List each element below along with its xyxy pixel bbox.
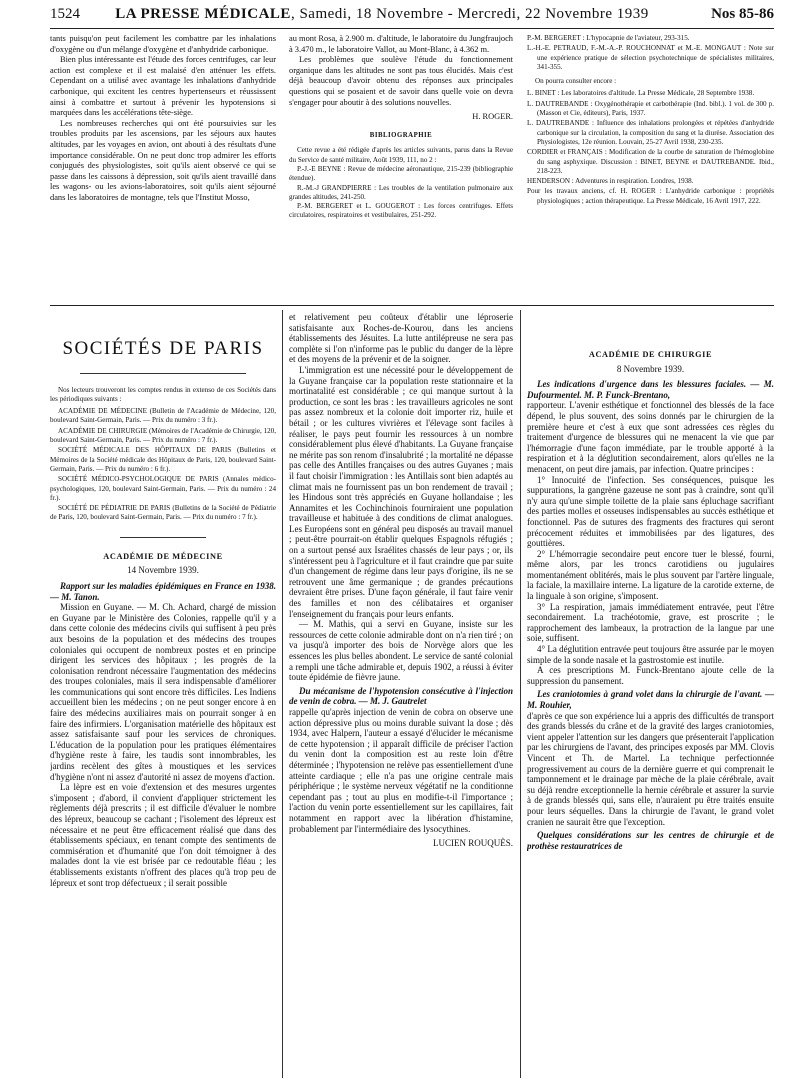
communication-title: Les craniotomies à grand volet dans la chirurgie de l'avant. — M. Rouhier, <box>527 689 774 710</box>
short-rule <box>120 537 206 538</box>
top-column-3 <box>527 34 774 304</box>
session-date: 14 Novembre 1939. <box>127 565 199 576</box>
bibliography-heading: BIBLIOGRAPHIE <box>369 131 433 139</box>
column-rule <box>282 310 283 1078</box>
issue-date: Samedi, 18 Novembre - Mercredi, 22 Novembre 1939 <box>299 6 649 22</box>
principle-item: 2° L'hémorragie secondaire peut encore tuer le blessé, fourni, même alors, par les troncs carotidiens ou jugulaires momentanément oblitérés, mais le plus souvent par l'artère linguale, la faciale, la maxillaire interne. La ligature de la carotide externe, de la linguale à son origine, s'imposent. <box>527 548 774 602</box>
top-column-1 <box>50 34 276 304</box>
page-number: 1524 <box>50 6 80 22</box>
paragraph: Les problèmes que soulève l'étude du fonctionnement organique dans les altitudes ne sont pas tous élucidés. Mais c'est déjà beaucoup d'avoir obtenu des réponses aux principales questions qui se posaient et de savoir dans quelle voie on devra s'engager pour aboutir à des solutions nouvelles. <box>289 55 513 107</box>
column-rule <box>520 310 521 1078</box>
paragraph: au mont Rosa, à 2.900 m. d'altitude, le laboratoire du Jungfraujoch à 3.470 m., le laboratoire Vallot, au Mont-Blanc, à 4.362 m. <box>289 34 513 54</box>
journal-title-line: LA PRESSE MÉDICALE, Samedi, 18 Novembre - Mercredi, 22 Novembre 1939 <box>115 6 649 22</box>
session-date: 8 Novembre 1939. <box>616 363 685 374</box>
top-column-2 <box>289 34 513 304</box>
paragraph: A ces prescriptions M. Funck-Brentano ajoute celle de la suppression du pansement. <box>527 665 774 686</box>
paragraph: tants puisqu'on peut facilement les combattre par les inhalations d'oxygène ou d'un mélange d'oxygène et d'anhydride carbonique. <box>50 34 276 54</box>
communication-title: Rapport sur les maladies épidémiques en France en 1938. — M. Tanon. <box>50 580 276 602</box>
section-divider <box>50 305 774 306</box>
principle-item: 4° La déglutition entravée peut toujours être assurée par le moyen simple de la sonde nasale et la gastrostomie est inutile. <box>527 644 774 665</box>
societes-title: SOCIÉTÉS DE PARIS <box>62 338 264 359</box>
bibliography-entry: Cette revue a été rédigée d'après les articles suivants, parus dans la Revue du Service de santé militaire, Août 1939, 111, no 2 : <box>289 146 513 164</box>
section-heading-academie-chirurgie: ACADÉMIE DE CHIRURGIE <box>588 350 713 359</box>
reference-entry: CORDIER et FRANÇAIS : Modification de la courbe de saturation de l'hémoglobine du sang asphyxique. Discussion : BINET, BEYNE et DAUTREBANDE. Ibid., 218-223. <box>527 148 774 175</box>
bibliography-list <box>289 146 513 220</box>
section-heading-academie-medecine: ACADÉMIE DE MÉDECINE <box>103 551 223 561</box>
paragraph: Bien plus intéressante est l'étude des forces centrifuges, car leur action est complexe et il est malaisé d'en atténuer les effets. Cependant on a utilisé avec avantage les inhalations d'anhydride carbonique, qui excitent les centres hypertenseurs et réussissent ainsi à combattre et surtout à prévenir les hypotensions si marquées dans les accélérations tête-siège. <box>50 55 276 118</box>
page-header <box>50 6 774 29</box>
bottom-column-1 <box>50 312 276 1078</box>
communication-title: Quelques considérations sur les centres de chirurgie et de prothèse restauratrices de <box>527 830 774 851</box>
title-rule <box>80 373 246 374</box>
consult-note: On pourra consulter encore : <box>535 77 617 86</box>
reference-entry: L. DAUTREBANDE : Oxygénothérapie et carbothérapie (Ind. bibl.). 1 vol. de 300 p. (Masson et Cie, éditeurs), Paris, 1937. <box>527 99 774 118</box>
reference-entry: Pour les travaux anciens, cf. H. ROGER : L'anhydride carbonique : propriétés physiologiques ; action thérapeutique. La Presse Médicale, 16 Avril 1917, 222. <box>527 187 774 205</box>
journal-name: LA PRESSE MÉDICALE <box>115 6 291 22</box>
paragraph: — M. Mathis, qui a servi en Guyane, insiste sur les ressources de cette colonie admirable dont on n'a rien tiré ; on va jusqu'à importer des bois de Norvège alors que les essences les plus belles abondent. Le service de santé colonial a rempli une tâche admirable et, depuis 1902, a réussi à éviter toute épidémie de fièvre jaune. <box>289 619 513 683</box>
paragraph: rapporteur. L'avenir esthétique et fonctionnel des blessés de la face dépend, le plus souvent, des soins donnés par le chirurgien de la première heure et c'est à eux que sont adressées ces règles du traitement d'urgence de blessures qui ne menacent la vie que par l'hémorragie d'une façon immédiate, par le trouble apporté à la respiration et à la déglutition secondairement, alors qu'elles ne la menacent, on peut dire jamais, par infection. Quatre principes : <box>527 400 774 474</box>
reference-entry: HENDERSON : Adventures in respiration. Londres, 1938. <box>527 177 694 186</box>
author-signature: LUCIEN ROUQUÈS. <box>433 838 513 849</box>
societe-entry: SOCIÉTÉ DE PÉDIATRIE DE PARIS (Bulletins de la Société de Pédiatrie de Paris, 120, boulevard Saint-Germain, Paris. — Prix du numéro : 7 fr.). <box>50 504 276 522</box>
communication-title: Du mécanisme de l'hypotension consécutive à l'injection de venin de cobra. — M. J. Gautrelet <box>289 685 513 707</box>
societe-entry: SOCIÉTÉ MÉDICO-PSYCHOLOGIQUE DE PARIS (Annales médico-psychologiques, 120, boulevard Saint-Germain, Paris. — Prix du numéro : 24 fr.). <box>50 475 276 502</box>
bibliography-entry: R.-M.-J GRANDPIERRE : Les troubles de la ventilation pulmonaire aux grandes altitudes, 241-250. <box>289 183 513 201</box>
paragraph: d'après ce que son expérience lui a appris des difficultés de transport des grands blessés du crâne et de la gravité des larges craniotomies, vient appeler l'attention sur les dangers que présenterait l'application par les chirurgiens de l'avant, des principes exposés par MM. Clovis Vincent et Th. de Martel. La technique perfectionnée progressivement au cours de la dernière guerre et qui comprenait le tamponnement et le drainage par mèche de la plaie cérébrale, avait su déjà rendre exceptionnelle la hernie cérébrale et assurer la survie à de grands blessés qui, sans elle, n'auraient pu être traités ensuite pour leurs séquelles. Dans la chirurgie de l'avant, le grand volet cranien ne saurait être que l'exception. <box>527 710 774 827</box>
reference-entry: L.-H.-E. PETRAUD, F.-M.-A.-P. ROUCHONNAT et M.-E. MONGAUT : Note sur une expérience pratique de sélection psychotechnique de spécialistes militaires, 341-355. <box>527 44 774 71</box>
bottom-column-2 <box>289 312 513 1078</box>
communication-title: Les indications d'urgence dans les blessures faciales. — M. Dufourmentel. M. P. Funck-Brentano, <box>527 379 774 400</box>
reference-entry: L. BINET : Les laboratoires d'altitude. La Presse Médicale, 28 Septembre 1938. <box>527 89 755 98</box>
societes-intro: Nos lecteurs trouveront les comptes rendus in extenso de ces Sociétés dans les périodiques suivants : <box>50 385 276 403</box>
bibliography-entry: P.-M. BERGERET et L. GOUGEROT : Les forces centrifuges. Effets circulatoires, respiratoires et vestibulaires, 251-292. <box>289 202 513 220</box>
paragraph: L'immigration est une nécessité pour le développement de la Guyane française car la population reste stationnaire et la mortinatalité est considérable ; ce qui manque surtout à la production, ce sont les bras : les travailleurs agricoles ne sont pas assez nombreux et la colonie doit importer riz, huile et bétail ; or les cultures vivrières et l'élevage sont faciles à réaliser, le pays peut fournir les ressources à un nombre considérablement plus élevé d'habitants. La Guyane française ne mérite pas son renom d'insalubrité ; la mortalité ne dépasse pas celle des Antilles françaises ou des autres Guyanes ; mais il faut choisir l'immigration : les Antillais sont bien adaptés au climat mais ne fournissent pas un bon rendement de travail ; les Hindous sont très appréciés en Guyane hollandaise ; les Annamites et les Cochinchinois fourniraient une population travailleuse et habituée à des conditions de climat analogues. Les Européens sont en général peu disposés au travail manuel ; peut-être pourrait-on établir quelques Espagnols réfugiés ; on a surtout pensé aux Israélites chassés de leur pays ; or, ils s'intéressent peu à l'agriculture et il faut craindre que par suite d'un changement de régime dans leur pays d'origine, ils ne se retrouvent une âme germanique ; de grandes précautions devraient être prises. D'une façon générale, il faut faire venir des familles et non des célibataires et organiser l'enseignement du français pour leurs enfants. <box>289 364 513 619</box>
societe-entry: SOCIÉTÉ MÉDICALE DES HÔPITAUX DE PARIS (Bulletins et Mémoires de la Société médicale des Hôpitaux de Paris, 120, boulevard Saint-Germain, Paris. — Prix du numéro : 6 fr.). <box>50 446 276 473</box>
bibliography-entry: P.-J.-E BEYNE : Revue de médecine aéronautique, 215-239 (bibliographie étendue). <box>289 164 513 183</box>
paragraph: La lèpre est en voie d'extension et des mesures urgentes s'imposent ; d'abord, il convient d'appliquer strictement les règlements déjà prescrits ; il est difficile d'évaluer le nombre des lépreux, beaucoup se cachant ; l'isolement des lépreux est nécessaire et ne peut être efficacement réalisé que dans des établissements spéciaux, en tenant compte des sentiments de commisération et d'humanité que l'on doit témoigner à des malades dont la vie est brisée par ce redoutable fléau ; les établissements existants n'offrent des places qu'à trop peu de lépreux et sont trop défectueux ; il serait possible <box>50 782 276 888</box>
reference-entry: P.-M. BERGERET : L'hypocapnie de l'aviateur, 293-315. <box>527 34 690 42</box>
author-signature: H. ROGER. <box>472 112 513 122</box>
societe-entry: ACADÉMIE DE CHIRURGIE (Mémoires de l'Académie de Chirurgie, 120, boulevard Saint-Germain, Paris. — Prix du numéro : 7 fr.). <box>50 426 276 445</box>
paragraph: Mission en Guyane. — M. Ch. Achard, chargé de mission en Guyane par le Ministère des Colonies, rappelle qu'il y a dans cette colonie des médecins civils qui suffisent à peu près aux besoins de la population et des médecins des troupes coloniales qui occupent de nombreux postes et en principe dirigent les services des hôpitaux ; les progrès de la colonisation rendront nécessaire l'augmentation des médecins des troupes coloniales, mais il sera indispensable d'améliorer les communications qui sont encore très difficiles. Les Indiens accueillent bien les médecins ; on ne peut songer encore à en faire des médecins auxiliaires mais on pourrait songer à en faire des infirmiers. L'organisation matérielle des hôpitaux est assez satisfaisante sauf pour les services de chroniques. L'éducation de la population pour les pratiques élémentaires d'hygiène reste à faire, les taudis sont innombrables, les jardins recèlent des gîtes à moustiques et les services d'hygiène n'ont ni assez d'autorité ni assez de moyens d'action. <box>50 602 276 782</box>
reference-entry: L. DAUTREBANDE : Influence des inhalations prolongées et répétées d'anhydride carbonique sur la circulation, la composition du sang et la diurèse. Association des Physiologistes, 12e réunion. Louvain, 25-27 Avril 1938, 230-235. <box>527 119 774 146</box>
societe-entry: ACADÉMIE DE MÉDECINE (Bulletin de l'Académie de Médecine, 120, boulevard Saint-Germain, Paris. — Prix du numéro : 3 fr.). <box>50 407 276 425</box>
principle-item: 1° Innocuité de l'infection. Ses conséquences, puisque les suppurations, la gangrène gazeuse ne sont pas à craindre, sont qu'il n'y aura qu'une simple toilette de la plaie sans épluchage sacrifiant des parties molles et osseuses indispensables au succès esthétique et fonctionnel. Pas de sutures des fragments des fractures qui seront précocement réduites et immobilisées par des ligatures, des gouttières. <box>527 474 774 549</box>
paragraph: et relativement peu coûteux d'établir une léproserie satisfaisante aux Roches-de-Kourou, dans les anciens établissements des Jésuites. La lutte antilépreuse ne sera pas complète si l'on n'informe pas le public du danger de la lèpre et des moyens de la prévenir et de la soigner. <box>289 312 513 365</box>
issue-number: Nos 85-86 <box>711 6 774 22</box>
principle-item: 3° La respiration, jamais immédiatement entravée, peut l'être secondairement. La trachéotomie, grave, est proscrite ; le rapprochement des lambeaux, la protraction de la langue par une soie, suffisent. <box>527 601 774 644</box>
bottom-column-3 <box>527 312 774 1078</box>
paragraph: Les nombreuses recherches qui ont été poursuivies sur les troubles produits par les ascensions, par les séjours aux hautes altitudes, par les voyages en avion, ont abouti à des résultats d'une importance considérable. On ne peut donc trop admirer les efforts conjugués des physiologistes, soit qu'ils aient observé ce qui se passe dans les caissons à dépression, soit qu'ils aient travaillé dans les wagons- ou les avions-laboratoires, soit qu'ils aient séjourné dans les laboratoires de montagne, tels que l'Institut Mosso, <box>50 118 276 202</box>
paragraph: rappelle qu'après injection de venin de cobra on observe une action dépressive plus ou moins durable suivant la dose ; dès 1934, avec Halpern, l'auteur a essayé d'élucider le mécanisme de cette hypotension ; il apparaît difficile de préciser l'action du venin dont la composition est au reste loin d'être déterminée ; l'hypotension ne relève pas essentiellement d'une atteinte cardiaque ; elle n'a pas une origine centrale mais périphérique ; le système nerveux végétatif ne la conditionne cependant pas ; tout au plus en modifie-t-il l'importance ; l'action du venin porte essentiellement sur les capillaires, fait notamment en rapport avec la libération d'histamine, probablement par l'intermédiaire des lysocythines. <box>289 706 513 834</box>
